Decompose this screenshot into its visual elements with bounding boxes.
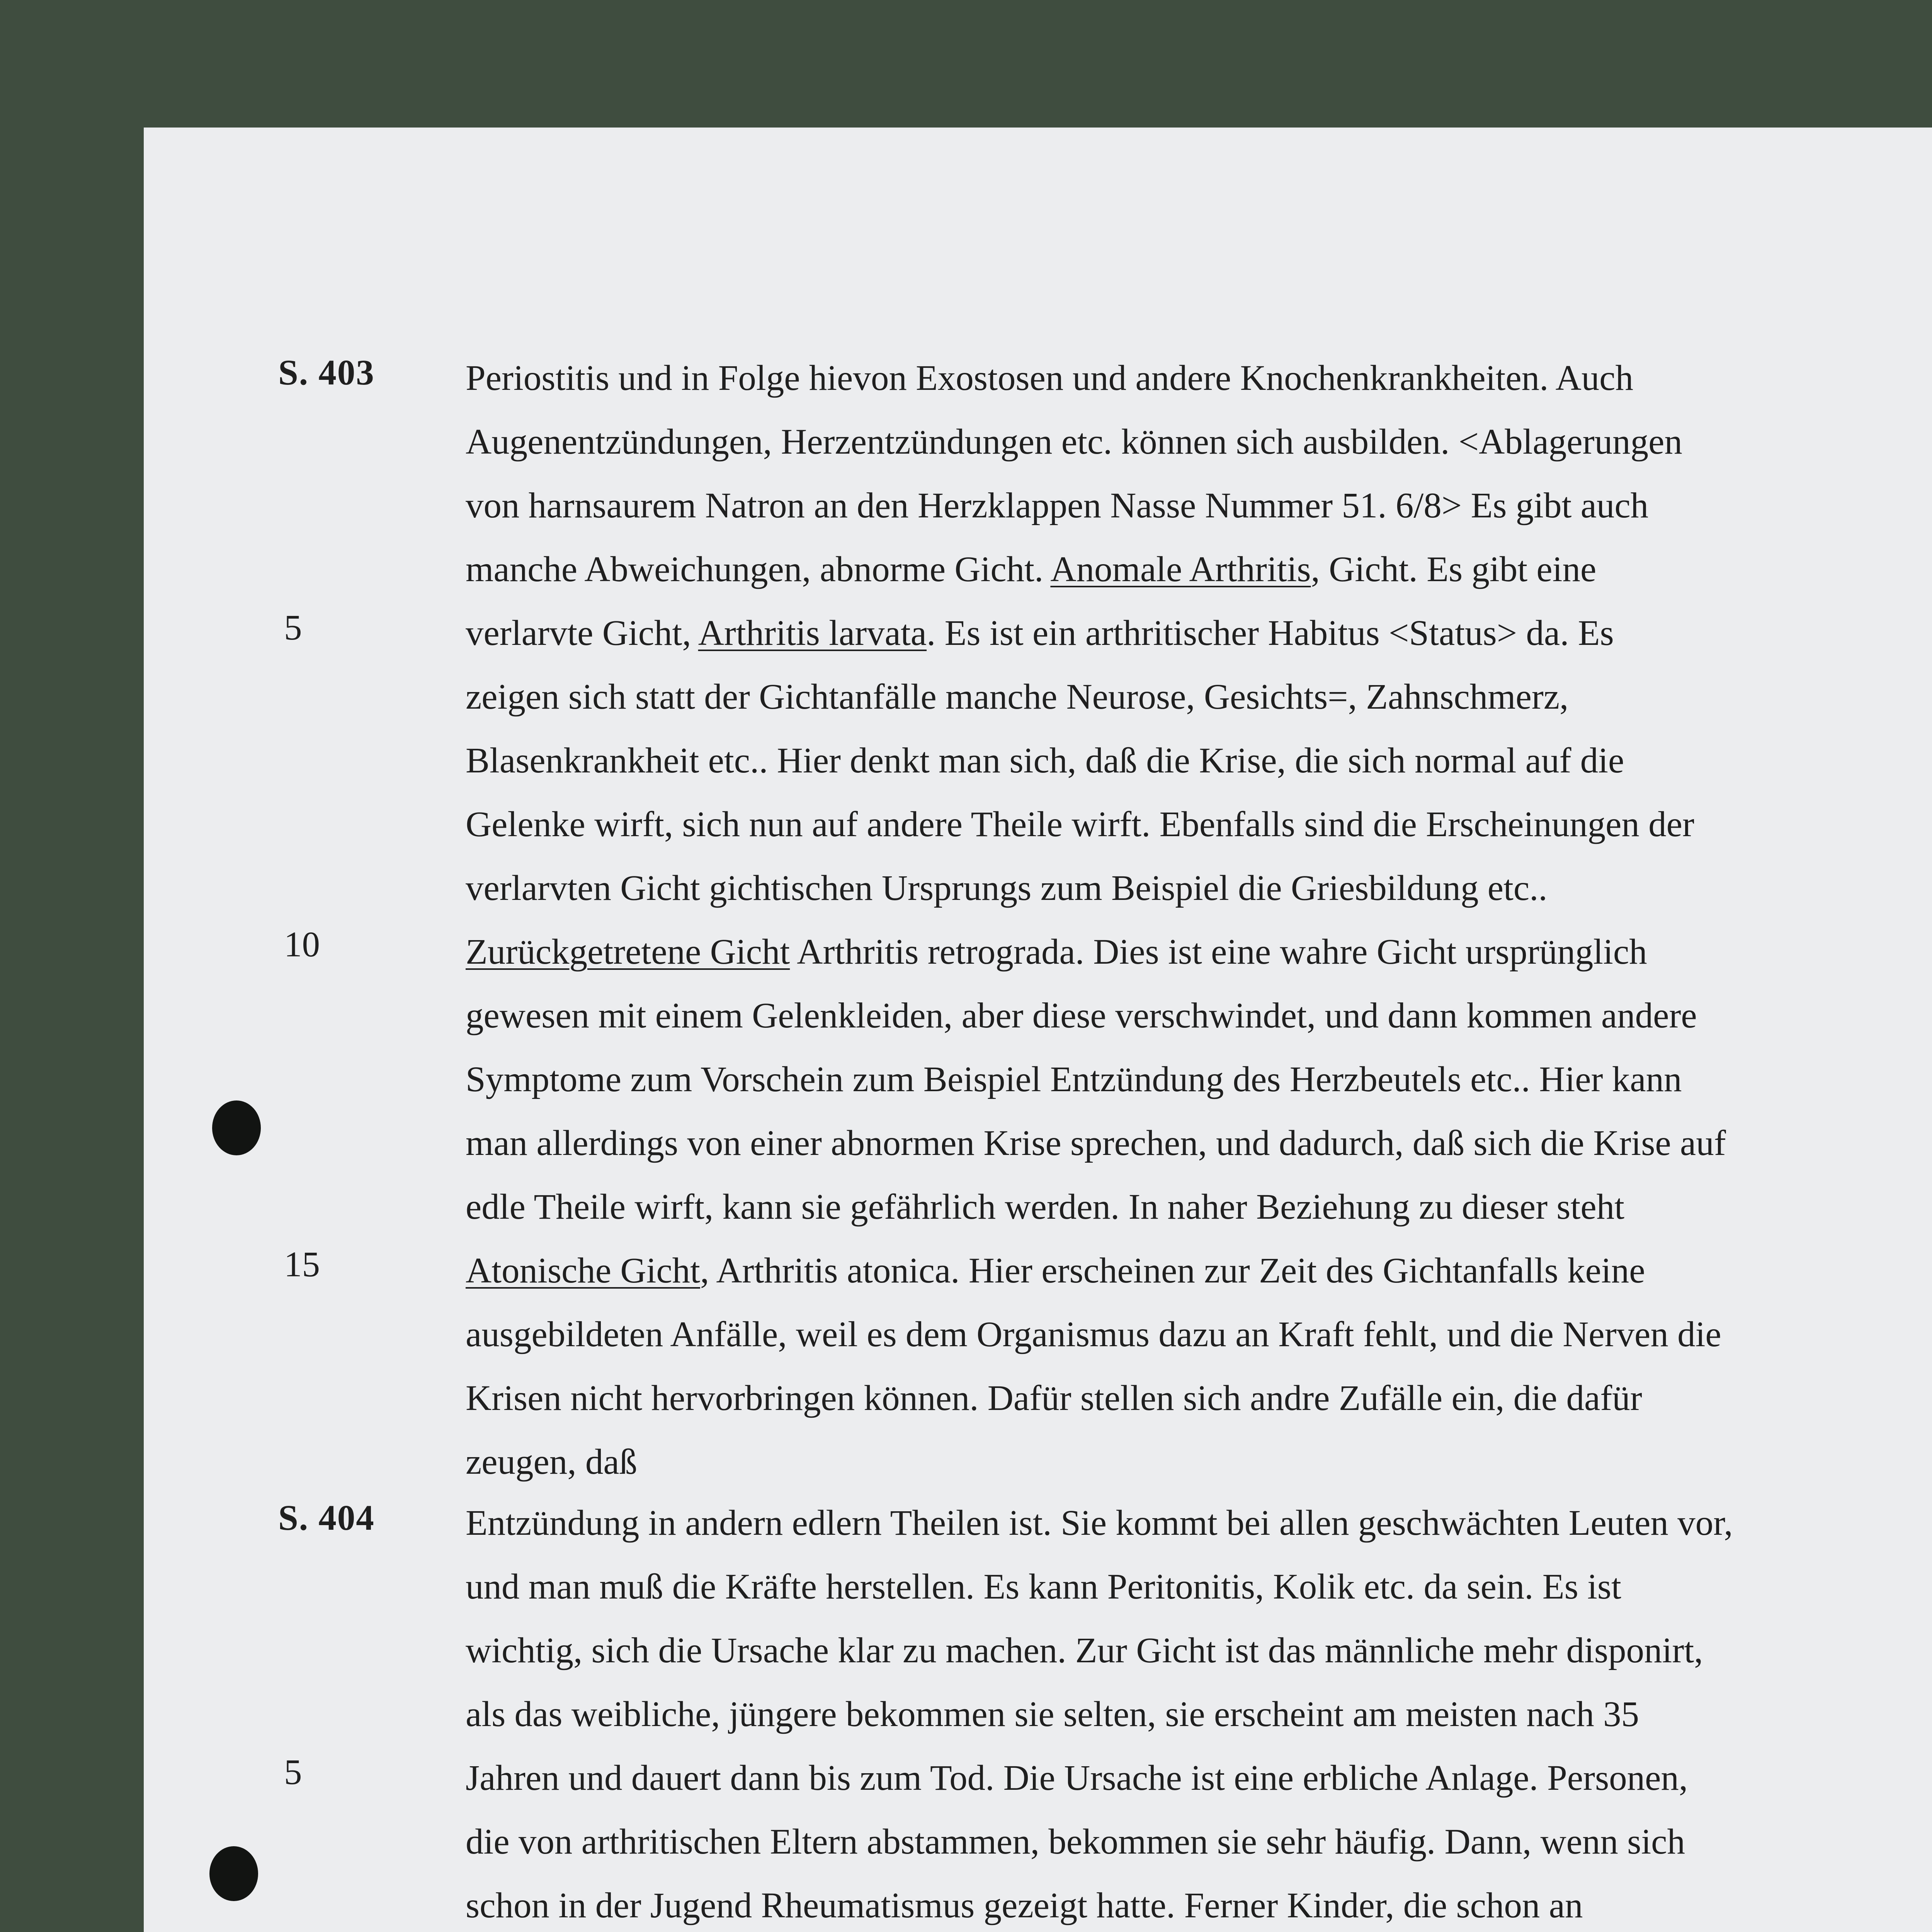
text-line <box>466 1250 1645 1292</box>
text-line: Blasenkrankheit etc.. Hier denkt man sich, daß die Krise, die sich normal auf die <box>466 741 1624 781</box>
text-line: edle Theile wirft, kann sie gefährlich werden. In naher Beziehung zu dieser steht <box>466 1187 1624 1227</box>
text-line <box>466 612 1614 655</box>
underlined-term: Atonische Gicht <box>466 1251 700 1291</box>
text-line: zeugen, daß <box>466 1442 638 1482</box>
text-line: Augenentzündungen, Herzentzündungen etc. können sich ausbilden. <Ablagerungen <box>466 422 1682 462</box>
margin-page-ref-404: S. 404 <box>278 1498 375 1538</box>
text-line: schon in der Jugend Rheumatismus gezeigt hatte. Ferner Kinder, die schon an <box>466 1886 1583 1925</box>
punch-hole-upper <box>212 1100 261 1155</box>
text-line: Periostitis und in Folge hievon Exostosen und andere Knochenkrankheiten. Auch <box>466 358 1633 398</box>
margin-page-ref-403: S. 403 <box>278 353 375 393</box>
text-line: Symptome zum Vorschein zum Beispiel Entzündung des Herzbeutels etc.. Hier kann <box>466 1060 1682 1099</box>
text-segment: Arthritis retrograda. Dies ist eine wahre Gicht ursprünglich <box>790 932 1647 972</box>
text-line: Gelenke wirft, sich nun auf andere Theile wirft. Ebenfalls sind die Erscheinungen der <box>466 804 1694 844</box>
text-line: Krisen nicht hervorbringen können. Dafür stellen sich andre Zufälle ein, die dafür <box>466 1378 1642 1418</box>
text-line: von harnsaurem Natron an den Herzklappen Nasse Nummer 51. 6/8> Es gibt auch <box>466 486 1649 526</box>
margin-line-number-10: 10 <box>284 925 320 964</box>
text-line: gewesen mit einem Gelenkleiden, aber diese verschwindet, und dann kommen andere <box>466 996 1697 1036</box>
text-line: man allerdings von einer abnormen Krise sprechen, und dadurch, daß sich die Krise auf <box>466 1123 1726 1163</box>
text-segment: manche Abweichungen, abnorme Gicht. <box>466 549 1051 589</box>
underlined-term: Anomale Arthritis <box>1050 549 1311 589</box>
margin-line-number-5: 5 <box>284 1752 302 1792</box>
text-line: ausgebildeten Anfälle, weil es dem Organismus dazu an Kraft fehlt, und die Nerven die <box>466 1315 1721 1354</box>
text-line: Jahren und dauert dann bis zum Tod. Die Ursache ist eine erbliche Anlage. Personen, <box>466 1758 1688 1798</box>
underlined-term: Arthritis larvata <box>698 613 927 653</box>
text-line: zeigen sich statt der Gichtanfälle manche Neurose, Gesichts=, Zahnschmerz, <box>466 677 1569 717</box>
punch-hole-lower <box>209 1846 258 1901</box>
text-segment: . Es ist ein arthritischer Habitus <Status> da. Es <box>927 613 1614 653</box>
text-line: als das weibliche, jüngere bekommen sie selten, sie erscheint am meisten nach 35 <box>466 1694 1639 1734</box>
text-line: und man muß die Kräfte herstellen. Es kann Peritonitis, Kolik etc. da sein. Es ist <box>466 1567 1621 1607</box>
text-line: wichtig, sich die Ursache klar zu machen. Zur Gicht ist das männliche mehr disponirt, <box>466 1631 1703 1670</box>
text-line: verlarvten Gicht gichtischen Ursprungs zum Beispiel die Griesbildung etc.. <box>466 868 1548 908</box>
underlined-term: Zurückgetretene Gicht <box>466 932 790 972</box>
margin-line-number-5: 5 <box>284 608 302 648</box>
text-segment: , Arthritis atonica. Hier erscheinen zur Zeit des Gichtanfalls keine <box>700 1251 1645 1291</box>
text-line: Entzündung in andern edlern Theilen ist. Sie kommt bei allen geschwächten Leuten vor, <box>466 1503 1733 1543</box>
margin-line-number-15: 15 <box>284 1245 320 1284</box>
text-line <box>466 931 1647 973</box>
text-segment: verlarvte Gicht, <box>466 613 698 653</box>
text-line: die von arthritischen Eltern abstammen, bekommen sie sehr häufig. Dann, wenn sich <box>466 1822 1685 1862</box>
text-segment: , Gicht. Es gibt eine <box>1311 549 1597 589</box>
text-line <box>466 548 1596 591</box>
